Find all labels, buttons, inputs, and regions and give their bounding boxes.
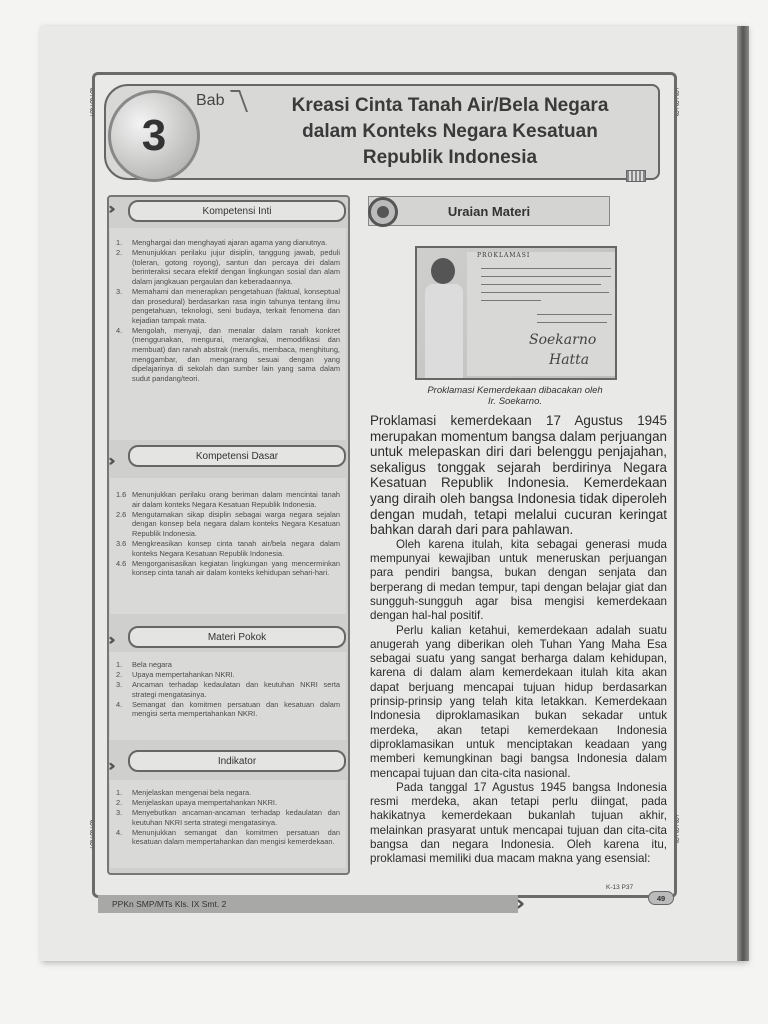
list-item [116, 828, 340, 847]
list-item-number: 1.6 [116, 490, 127, 499]
signature-soekarno: Soekarno [529, 332, 597, 348]
chapter-title-line-3: Republik Indonesia [362, 147, 538, 168]
footer-code: K-13 P37 [606, 884, 634, 891]
paragraph-3: Perlu kalian ketahui, kemerdekaan adalah suatu anugerah yang diberikan oleh Tuhan Yang Maha Esa sebagai suatu yang sangat berharga dalam kehidupan, karena di dalam alam kemerdekaan itulah kita akan dapat berjuang mencapai tujuan hidup berdasarkan prinsip-prinsip yang telah kita letakkan. Kemerdekaan Indonesia diproklamasikan bukan sekadar untuk merdeka, akan tetapi kemerdekaan Indonesia diproklamasikan untuk menciptakan keadaan yang memberi kemungkinan bagi bangsa Indonesia dalam mencapai tujuan dan cita-cita nasional. [370, 623, 667, 780]
signature-hatta: Hatta [549, 352, 590, 368]
list-item-text: Menyebutkan ancaman-ancaman terhadap kedaulatan dan keutuhan NKRI serta strategi mengatasinya. [132, 808, 340, 827]
frame-chain-top-left: § § § [89, 87, 95, 118]
list-item-number: 2.6 [116, 509, 127, 519]
target-icon [368, 197, 398, 227]
list-item-text: Ancaman terhadap kedaulatan dan keutuhan NKRI serta strategi mengatasinya. [132, 680, 340, 699]
list-item-number: 3. [116, 808, 123, 818]
list-item [116, 490, 340, 509]
footer-book-title: PPKn SMP/MTs Kls. IX Smt. 2 [98, 895, 518, 913]
list-item-text: Menghargai dan menghayati ajaran agama yang dianutnya. [132, 238, 328, 247]
photo-caption: Proklamasi Kemerdekaan dibacakan oleh Ir. Soekarno. [427, 385, 603, 407]
main-body-text [370, 413, 667, 867]
chapter-title [250, 93, 650, 171]
materi-pokok-header: Materi Pokok [128, 626, 346, 648]
list-item-number: 3. [116, 680, 123, 690]
list-item-text: Menunjukkan perilaku jujur disiplin, tanggung jawab, peduli (toleran, gotong royong), santun dan percaya diri dalam berinteraksi secara efektif dengan lingkungan sosial dan alam dalam jangkauan pergaulan dan keberadaannya. [132, 248, 340, 286]
chapter-title-line-2: dalam Konteks Negara Kesatuan [302, 121, 598, 142]
list-item-text: Memahami dan menerapkan pengetahuan (faktual, konseptual dan prosedural) berdasarkan rasa ingin tahunya tentang ilmu pengetahuan, teknologi, seni budaya, terkait fenomena dan kejadian tampak mata. [132, 286, 340, 325]
paragraph-2: Oleh karena itulah, kita sebagai generasi muda mempunyai kewajiban untuk meneruskan perjuangan para pendiri bangsa, bukan dengan senjata dan berperang di medan tempur, tapi dengan belajar giat dan sungguh-sungguh agar bisa mengisi kemerdekaan dengan hal-hal positif. [370, 537, 667, 623]
materi-pokok-list [116, 660, 340, 720]
materi-pokok-chevron-icon: ››› [108, 630, 110, 649]
list-item [116, 326, 340, 384]
paragraph-4: Pada tanggal 17 Agustus 1945 bangsa Indonesia resmi merdeka, akan tetapi perlu diingat, pada hakikatnya kemerdekaan bukanlah tujuan akhir, melainkan prasyarat untuk mencapai tujuan dan cita-cita bangsa dan negara Indonesia. Oleh karena itu, proklamasi memiliki dua macam makna yang esensial: [370, 780, 667, 866]
list-item [116, 238, 340, 248]
kompetensi-dasar-list [116, 490, 340, 578]
list-item-text: Bela negara [132, 660, 172, 669]
photo-document-title: PROKLAMASI [477, 252, 531, 259]
list-item [116, 798, 340, 808]
list-item [116, 788, 340, 798]
list-item-number: 1. [116, 788, 123, 797]
list-item-number: 4. [116, 827, 123, 837]
proklamasi-photo [415, 246, 617, 380]
frame-chain-bottom-right: § § § [674, 814, 680, 845]
list-item [116, 808, 340, 827]
list-item-text: Mengutamakan sikap disiplin sebagai warga negara sejalan dengan konsep bela negara dalam konteks Negara Kesatuan Republik Indonesia. [132, 509, 340, 538]
indikator-list [116, 788, 340, 848]
list-item-number: 3. [116, 286, 123, 296]
kompetensi-dasar-chevron-icon: ››› [108, 451, 110, 470]
list-item-text: Menjelaskan mengenai bela negara. [132, 788, 252, 797]
list-item-text: Mengkreasikan konsep cinta tanah air/bela negara dalam konteks Negara Kesatuan Republik Indonesia. [132, 538, 340, 558]
paragraph-1: Proklamasi kemerdekaan 17 Agustus 1945 merupakan momentum bangsa dalam perjuangan untuk melepaskan diri dari belenggu penjajahan, sekaligus tonggak sejarah berdirinya Negara Kesatuan Republik Indonesia. Kemerdekaan yang diraih oleh bangsa Indonesia tidak diperoleh dengan mudah, tetapi melalui cucuran keringat bahkan darah dari para pahlawan. [370, 413, 667, 538]
list-item-text: Semangat dan komitmen persatuan dan kesatuan dalam mengisi serta mempertahankan NKRI. [132, 699, 340, 719]
list-item [116, 660, 340, 670]
list-item [116, 287, 340, 325]
list-item [116, 700, 340, 719]
header-tab [626, 170, 646, 182]
list-item-number: 3.6 [116, 538, 127, 548]
kompetensi-inti-chevron-icon: ››› [108, 199, 110, 218]
kompetensi-dasar-header: Kompetensi Dasar [128, 445, 346, 467]
list-item [116, 248, 340, 286]
chapter-number: 3 [108, 90, 200, 182]
page-number: 49 [648, 891, 674, 905]
list-item-text: Menunjukkan semangat dan komitmen persatuan dan kesatuan dalam mempertahankan dan mengisi kemerdekaan. [132, 827, 340, 847]
list-item-number: 4.6 [116, 558, 127, 568]
list-item-number: 2. [116, 798, 123, 808]
footer-arrows-icon: ›››› [516, 891, 517, 915]
list-item-number: 2. [116, 670, 123, 680]
kompetensi-inti-header: Kompetensi Inti [128, 200, 346, 222]
list-item-number: 4. [116, 325, 123, 335]
uraian-materi-header: Uraian Materi [368, 196, 610, 226]
list-item-text: Mengolah, menyaji, dan menalar dalam ranah konkret (menggunakan, mengurai, merangkai, memodifikasi dan membuat) dan ranah abstrak (menulis, membaca, menghitung, menggambar, dan mengarang sesuai dengan yang dipelajarinya di sekolah dan sumber lain yang sama dalam sudut pandang/teori. [132, 325, 340, 383]
chapter-title-line-1: Kreasi Cinta Tanah Air/Bela Negara [291, 95, 609, 116]
page-edge [737, 26, 749, 961]
bab-label: Bab [196, 92, 225, 109]
list-item-text: Menjelaskan upaya mempertahankan NKRI. [132, 798, 278, 808]
indikator-header: Indikator [128, 750, 346, 772]
list-item-number: 4. [116, 699, 123, 709]
list-item [116, 680, 340, 699]
soekarno-figure [423, 258, 463, 380]
frame-chain-bottom-left: § § § [89, 819, 95, 850]
list-item-number: 1. [116, 660, 123, 669]
list-item-text: Upaya mempertahankan NKRI. [132, 670, 235, 680]
list-item [116, 539, 340, 558]
indikator-chevron-icon: ››› [108, 756, 110, 775]
list-item-text: Menunjukkan perilaku orang beriman dalam mencintai tanah air dalam konteks Negara Kesatuan Republik Indonesia. [132, 490, 340, 509]
list-item-number: 1. [116, 238, 123, 247]
list-item-text: Mengorganisasikan kegiatan lingkungan yang mencerminkan konsep cinta tanah air dalam konteks kehidupan sehari-hari. [132, 558, 340, 578]
kompetensi-inti-list [116, 238, 340, 384]
list-item [116, 670, 340, 680]
list-item [116, 510, 340, 539]
list-item-number: 2. [116, 248, 123, 258]
list-item [116, 559, 340, 578]
frame-chain-top-right: § § § [674, 87, 680, 118]
